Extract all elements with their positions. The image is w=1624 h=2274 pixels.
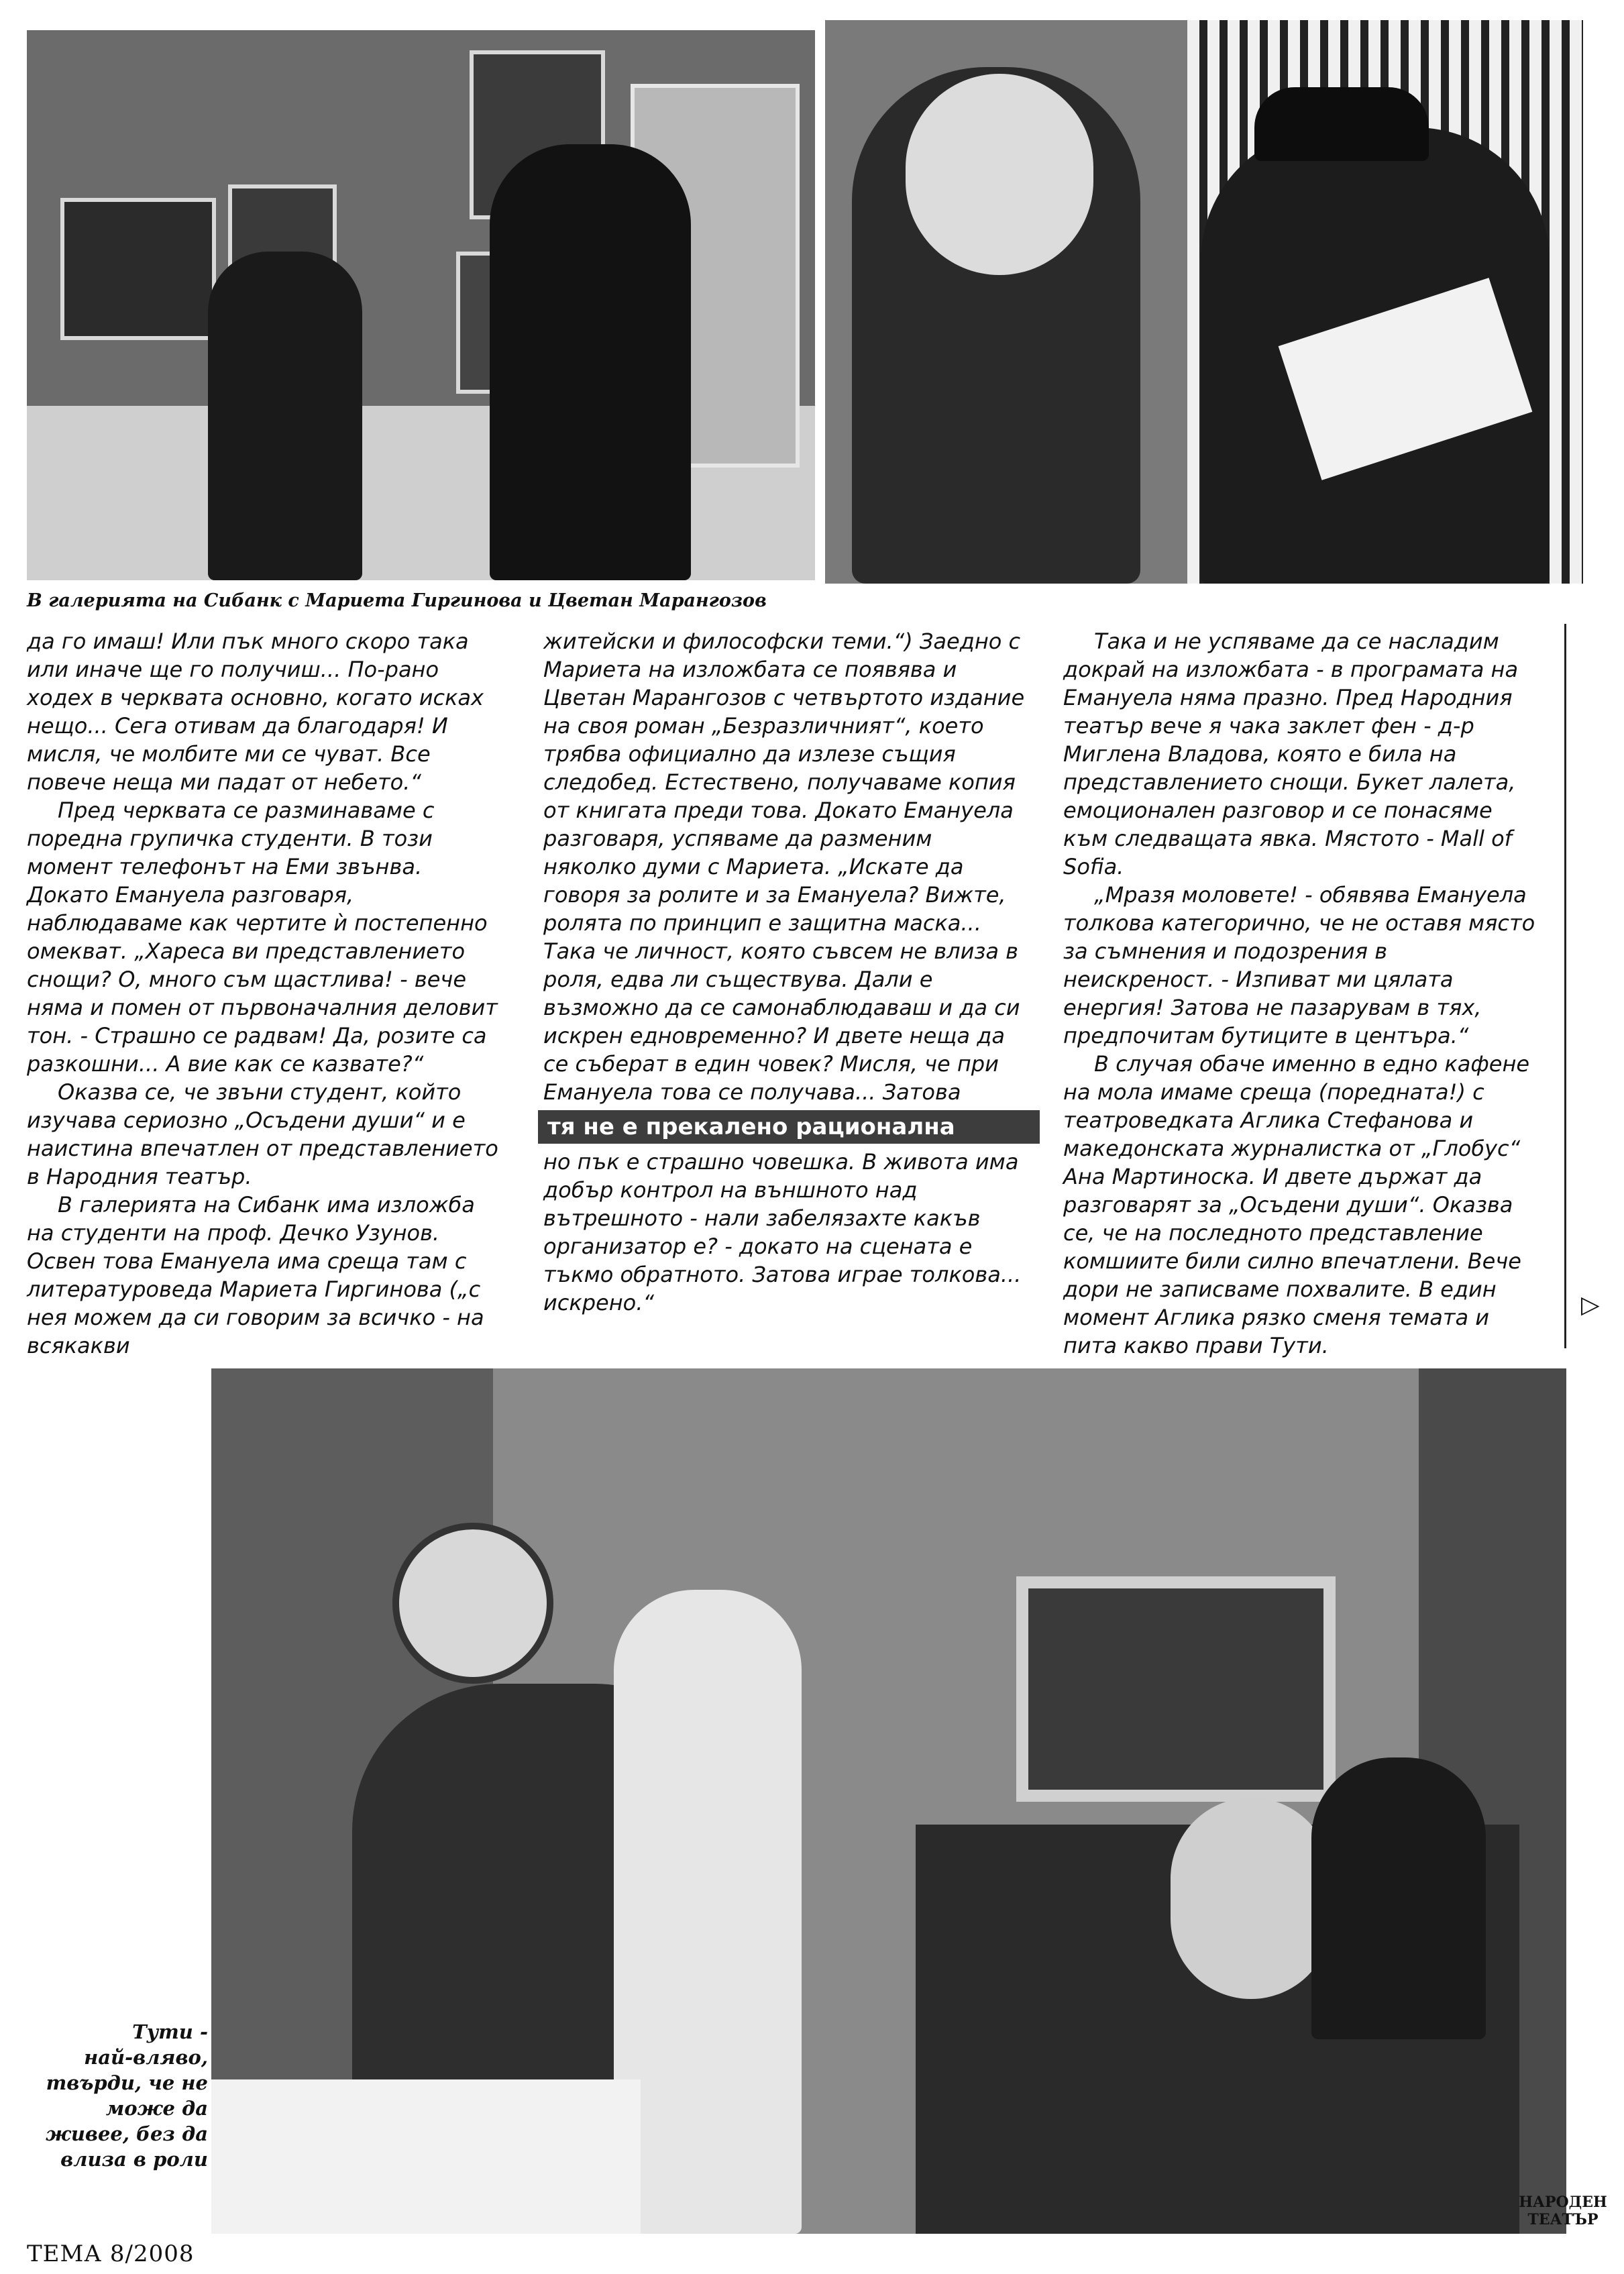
caption-line: Тути -	[132, 2020, 208, 2043]
article-column-1	[27, 627, 503, 1360]
paragraph: В галерията на Сибанк има изложба на студенти на проф. Дечко Узунов. Освен това Емануела има среща там с литературоведа Мариета Гиргинова („с нея можем да си говорим за всичко - на всякакви	[27, 1192, 484, 1358]
pull-quote-bar: тя не е прекалено рационална	[538, 1110, 1040, 1144]
column-divider	[1564, 624, 1566, 1348]
paragraph: да го имаш! Или пък много скоро така или иначе ще го получиш... По-рано ходех в черквата основно, когато исках нещо... Сега отивам да благодаря! И мисля, че молбите ми се чуват. Все повече неща ми падат от небето.“	[27, 629, 484, 795]
reading-photo-right	[825, 20, 1583, 584]
article-column-2	[543, 627, 1026, 1317]
paragraph: но пък е страшно човешка. В живота има добър контрол на външното над вътрешното - нали забелязахте какъв организатор е? - докато на сцената е тъкмо обратното. Затова играе толкова... искрено.“	[543, 1149, 1022, 1315]
continue-arrow-icon: ▷	[1581, 1291, 1600, 1319]
top-photo-caption: В галерията на Сибанк с Мариета Гиргинова и Цветан Марангозов	[27, 590, 767, 611]
paragraph: Оказва се, че звъни студент, който изучава сериозно „Осъдени души“ и е наистина впечатлен от представлението в Народния театър.	[27, 1079, 498, 1189]
paragraph: „Мразя моловете! - обявява Емануела толкова категорично, че не оставя място за съмнения и подозрения в неискреност. - Изпиват ми цялата енергия! Затова не пазарувам в тях, предпочитам бутиците в центъра.“	[1063, 882, 1535, 1048]
issue-label: ТЕМА 8/2008	[27, 2240, 195, 2267]
paragraph: Пред черквата се разминаваме с поредна групичка студенти. В този момент телефонът на Еми звънва. Докато Емануела разговаря, наблюдаваме как чертите ѝ постепенно омекват. „Хареса ви представлението снощи? О, много съм щастлива! - вече няма и помен от първоначалния деловит тон. - Страшно се радвам! Да, розите са разкошни... А вие как се казвате?“	[27, 798, 498, 1077]
cafe-photo-bottom	[211, 1368, 1566, 2234]
national-theatre-logo	[1509, 2194, 1617, 2228]
caption-line: твърди, че не	[46, 2071, 208, 2094]
logo-line: НАРОДЕН	[1519, 2194, 1607, 2211]
bottom-photo-caption	[27, 2019, 208, 2172]
caption-line: най-вляво,	[84, 2046, 208, 2069]
paragraph: Така и не успяваме да се насладим докрай на изложбата - в програмата на Емануела няма празно. Пред Народния театър вече я чака заклет фен - д-р Миглена Владова, която е била на представлението снощи. Букет лалета, емоционален разговор и се понасяме към следващата явка. Мястото - Mall of Sofia.	[1063, 629, 1519, 879]
gallery-photo-left	[27, 30, 815, 580]
caption-line: може да	[105, 2097, 208, 2120]
paragraph: житейски и философски теми.“) Заедно с Мариета на изложбата се появява и Цветан Марангозов с четвъртото издание на своя роман „Безразличният“, което трябва официално да излезе същия следобед. Естествено, получаваме копия от книгата преди това. Докато Емануела разговаря, успяваме да разменим няколко думи с Мариета. „Искате да говоря за ролите и за Емануела? Вижте, ролята по принцип е защитна маска... Така че личност, която съвсем не влиза в роля, едва ли съществува. Дали е възможно да се самонаблюдаваш и да си искрен едновременно? И двете неща да се съберат в един човек? Мисля, че при Емануела това се получава... Затова	[543, 629, 1025, 1105]
paragraph: В случая обаче именно в едно кафене на мола имаме среща (поредната!) с театроведката Аглика Стефанова и македонската журналистка от „Глобус“ Ана Мартиноска. И двете държат да разговарят за „Осъдени души“. Оказва се, че на последното представление комшиите били силно впечатлени. Вече дори не записваме похвалите. В един момент Аглика рязко сменя темата и пита какво прави Тути.	[1063, 1051, 1530, 1358]
article-column-3	[1063, 627, 1543, 1360]
logo-line: ТЕАТЪР	[1527, 2211, 1599, 2228]
caption-line: влиза в роли	[60, 2148, 208, 2171]
caption-line: живее, без да	[45, 2122, 208, 2145]
